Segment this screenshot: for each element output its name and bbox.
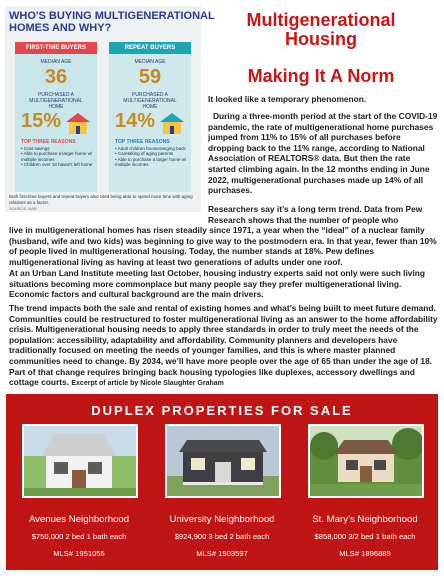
property-price: $858,000 3/2 bed 1 bath each (314, 532, 416, 541)
infographic (5, 6, 215, 212)
paragraph-pandemic: During a three-month period at the start of the COVID-19 pandemic, the rate of multigenerational home purchases jumped from 11% to 15% of all purchases before dropping back to the 11% range, according to National Association of REALTORS® data. But then the rate started climbing again. In the 12 months ending in June 2022, multigenerational purchases made up 14% of all purchases. (208, 111, 438, 196)
first-time-buyers-header: FIRST-TIME BUYERS (15, 42, 97, 54)
house-photo-icon (24, 426, 136, 496)
percent-value: 14% (115, 110, 156, 132)
house-icon (65, 112, 91, 134)
headline: Multigenerational Housing (246, 10, 396, 49)
duplex-sale-banner (6, 394, 438, 570)
percent-value: 15% (21, 110, 62, 132)
house-icon (159, 112, 185, 134)
property-photo[interactable] (308, 424, 424, 498)
repeat-buyers-column (109, 42, 191, 192)
property-name: St. Mary’s Neighborhood (312, 514, 418, 525)
paragraph-research-start: Researchers say it’s a long term trend. Data from Pew Research shows that the number of people who (208, 204, 423, 225)
house-photo-icon (167, 426, 279, 496)
paragraph-research: live in multigenerational homes has risen steadily since 1971, a year when the “ideal” of a nuclear family (husband, wife and two kids) was beginning to give way to the postmodern era. In that year, fewer than 10% of people lived in multigenerational housing. Today, the number stands at 18%. Pew defines multigenerational living as having at least two generations of adults under one roof. (9, 225, 437, 267)
property-name: Avenues Neighborhood (28, 514, 130, 525)
subheadline: Making It A Norm (247, 66, 395, 86)
infographic-footnote: Both first-time buyers and repeat buyers also cited being able to spend more time with aging relatives as a factor. (9, 194, 193, 205)
first-time-buyers-column (15, 42, 97, 192)
paragraph-uli: At an Urban Land Institute meeting last October, housing industry experts said not only were such living situations becoming more commonplace but many people say they prefer multigenerational living. Economic factors and cultural background are the main drivers. (9, 268, 426, 300)
property-name: University Neighborhood (169, 514, 275, 525)
paragraph-intro: It looked like a temporary phenomenon. (208, 94, 367, 104)
property-mls: MLS# 1896889 (339, 549, 391, 558)
infographic-title: WHO'S BUYING MULTIGENERATIONAL HOMES AND WHY? (9, 10, 215, 34)
median-age-value: 59 (138, 66, 162, 88)
median-age-label: MEDIAN AGE (134, 59, 166, 65)
property-mls: MLS# 1903597 (196, 549, 248, 558)
median-age-value: 36 (44, 66, 68, 88)
purchased-label: PURCHASED A MULTIGENERATIONAL HOME (123, 92, 177, 110)
property-photo[interactable] (22, 424, 138, 498)
paragraph-trend: The trend impacts both the sale and rental of existing homes and what’s being built to meet future demand. Communities could be restructured to foster multigenerational living as an answer to the home affordability crisis. Multigenerational housing needs to apply three standards in order to truly meet the needs of the population: accessibility, adaptability and affordability. Community planners and developers have traditionally focused on meeting the needs of younger families, and this is where master planned communities need to change. By 2034, we’ll have more people over the age of 65 than under the age of 18. Part of that change requires bringing back housing typologies like duplexes, accessory dwellings and cottage courts. Excerpt of article by Nicole Slaughter Graham (9, 303, 438, 388)
property-card[interactable] (302, 424, 428, 564)
median-age-label: MEDIAN AGE (40, 59, 72, 65)
property-card[interactable] (16, 424, 142, 564)
article-credit: Excerpt of article by Nicole Slaughter Graham (71, 380, 224, 388)
reasons-list: TOP THREE REASONS • Cost savings • Able to purchase a larger home w/ multiple incomes • Children over 18 haven't left home (21, 139, 93, 167)
property-mls: MLS# 1951056 (53, 549, 105, 558)
property-card[interactable] (159, 424, 285, 564)
property-price: $924,900 3 bed 2 bath each (174, 532, 270, 541)
purchased-label: PURCHASED A MULTIGENERATIONAL HOME (29, 92, 83, 110)
repeat-buyers-header: REPEAT BUYERS (109, 42, 191, 54)
property-photo[interactable] (165, 424, 281, 498)
infographic-source: SOURCE: NAR (9, 206, 37, 211)
house-photo-icon (310, 426, 422, 496)
property-price: $750,000 2 bed 1 bath each (31, 532, 127, 541)
reasons-list: TOP THREE REASONS • Adult children boomeranging back • Caretaking of aging parents • Able to purchase a larger home w/ multiple incomes (115, 139, 187, 167)
sale-title: DUPLEX PROPERTIES FOR SALE (91, 403, 353, 418)
